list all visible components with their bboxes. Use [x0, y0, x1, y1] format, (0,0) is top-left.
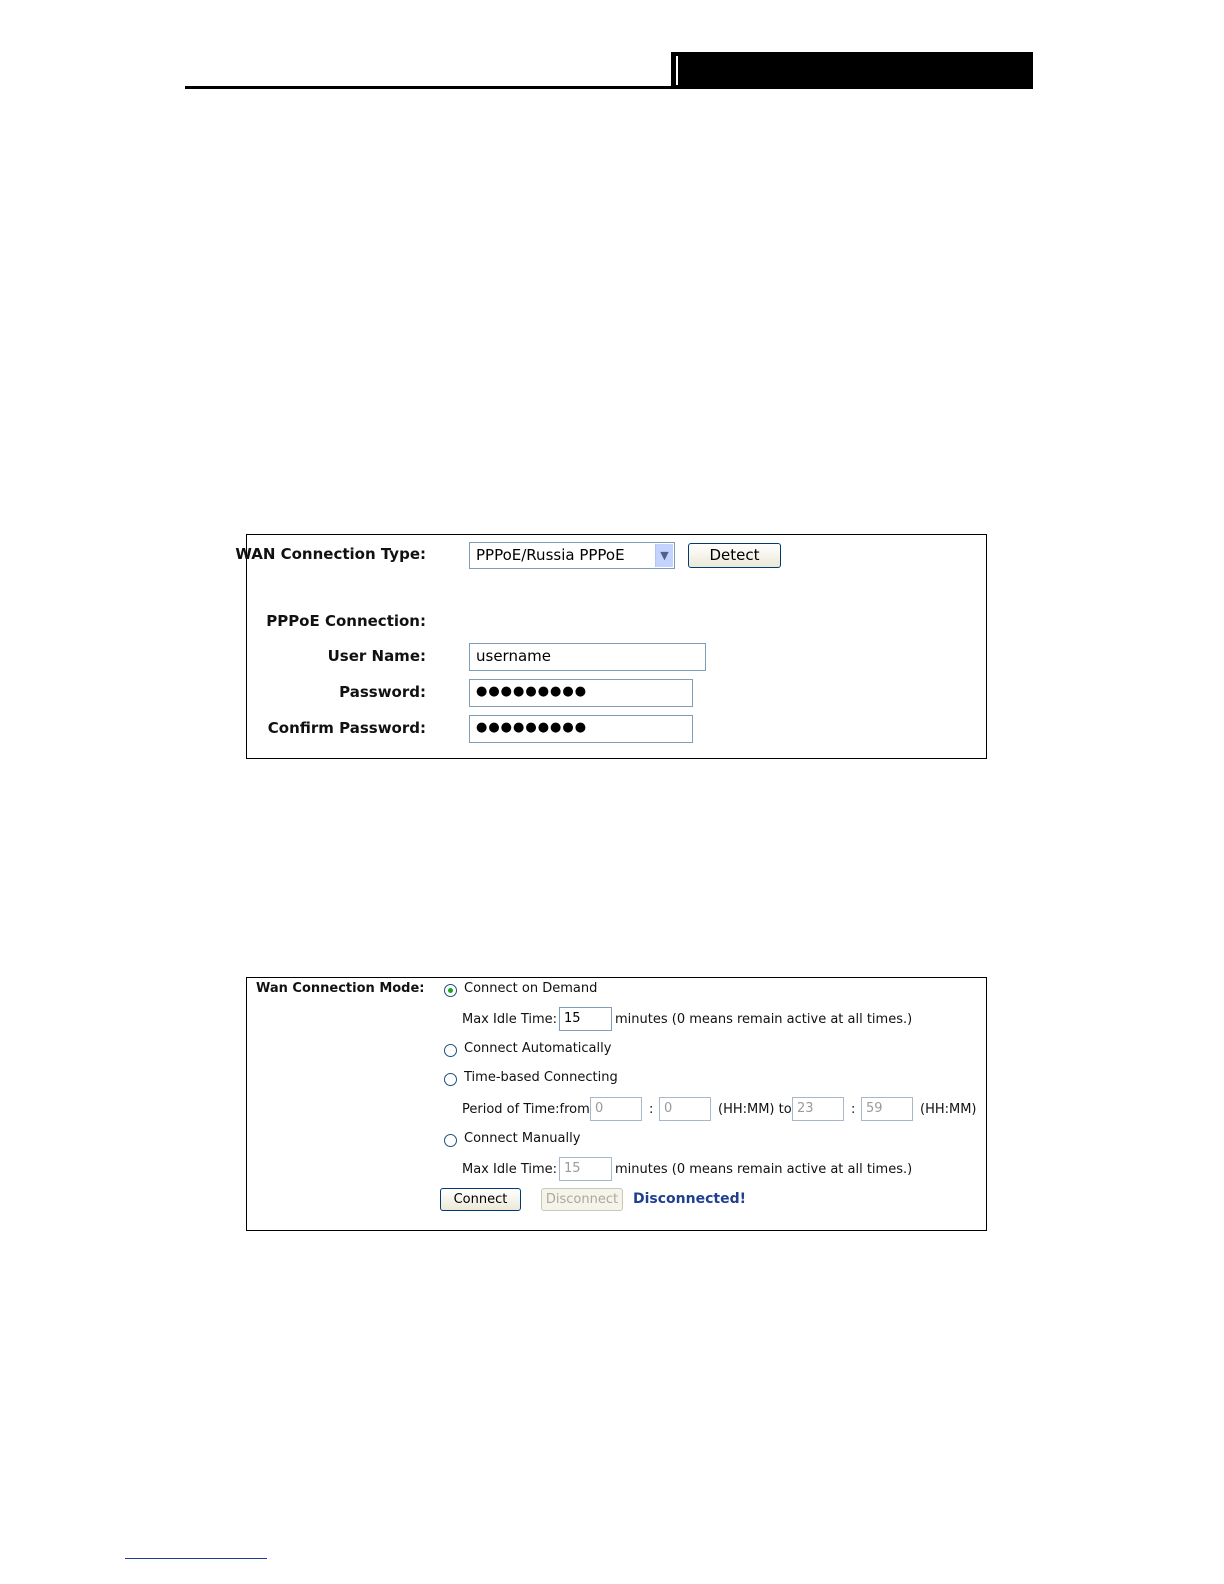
wan-connection-type-label: WAN Connection Type: [235, 545, 426, 563]
manual-max-idle-time-hint: minutes (0 means remain active at all times.) [615, 1162, 913, 1177]
max-idle-time-label: Max Idle Time: [462, 1012, 558, 1027]
to-hour-input[interactable]: 23 [792, 1097, 844, 1121]
connection-type-selected: PPPoE/Russia PPPoE [476, 546, 625, 564]
header-black-box [671, 52, 1033, 89]
password-label: Password: [339, 683, 426, 701]
from-colon: : [649, 1102, 654, 1117]
connect-button[interactable]: Connect [440, 1188, 521, 1211]
connection-status: Disconnected! [633, 1191, 746, 1207]
connect-manually-radio[interactable] [444, 1134, 457, 1147]
user-name-input[interactable]: username [469, 643, 706, 671]
connect-manually-label: Connect Manually [464, 1131, 581, 1146]
manual-max-idle-time-input[interactable]: 15 [559, 1157, 612, 1181]
to-minute-input[interactable]: 59 [861, 1097, 913, 1121]
from-minute-input[interactable]: 0 [659, 1097, 711, 1121]
to-colon: : [851, 1102, 856, 1117]
connect-automatically-label: Connect Automatically [464, 1041, 612, 1056]
time-based-connecting-label: Time-based Connecting [464, 1070, 618, 1085]
wan-connection-type-panel [235, 534, 987, 759]
password-input[interactable]: ●●●●●●●●● [469, 679, 693, 707]
time-based-connecting-radio[interactable] [444, 1073, 457, 1086]
connection-type-select[interactable] [469, 542, 675, 569]
detect-button[interactable]: Detect [688, 543, 781, 568]
max-idle-time-hint: minutes (0 means remain active at all times.) [615, 1012, 913, 1027]
header-rule [185, 86, 1033, 89]
chevron-down-icon[interactable]: ▼ [655, 544, 673, 567]
hhmm-label: (HH:MM) [920, 1102, 977, 1117]
user-name-label: User Name: [327, 647, 426, 665]
header-notch [676, 56, 678, 85]
period-of-time-label: Period of Time:from [462, 1102, 590, 1117]
from-hour-input[interactable]: 0 [590, 1097, 642, 1121]
manual-max-idle-time-label: Max Idle Time: [462, 1162, 558, 1177]
connect-on-demand-label: Connect on Demand [464, 981, 598, 996]
connect-automatically-radio[interactable] [444, 1044, 457, 1057]
disconnect-button[interactable]: Disconnect [541, 1188, 623, 1211]
max-idle-time-input[interactable]: 15 [559, 1007, 612, 1031]
hhmm-to-label: (HH:MM) to [718, 1102, 792, 1117]
confirm-password-label: Confirm Password: [267, 719, 426, 737]
pppoe-connection-label: PPPoE Connection: [266, 612, 426, 630]
wan-connection-mode-panel [246, 977, 987, 1231]
wan-connection-mode-label: Wan Connection Mode: [256, 981, 425, 996]
connect-on-demand-radio[interactable] [444, 984, 457, 997]
footer-link-underline [125, 1558, 267, 1559]
confirm-password-input[interactable]: ●●●●●●●●● [469, 715, 693, 743]
